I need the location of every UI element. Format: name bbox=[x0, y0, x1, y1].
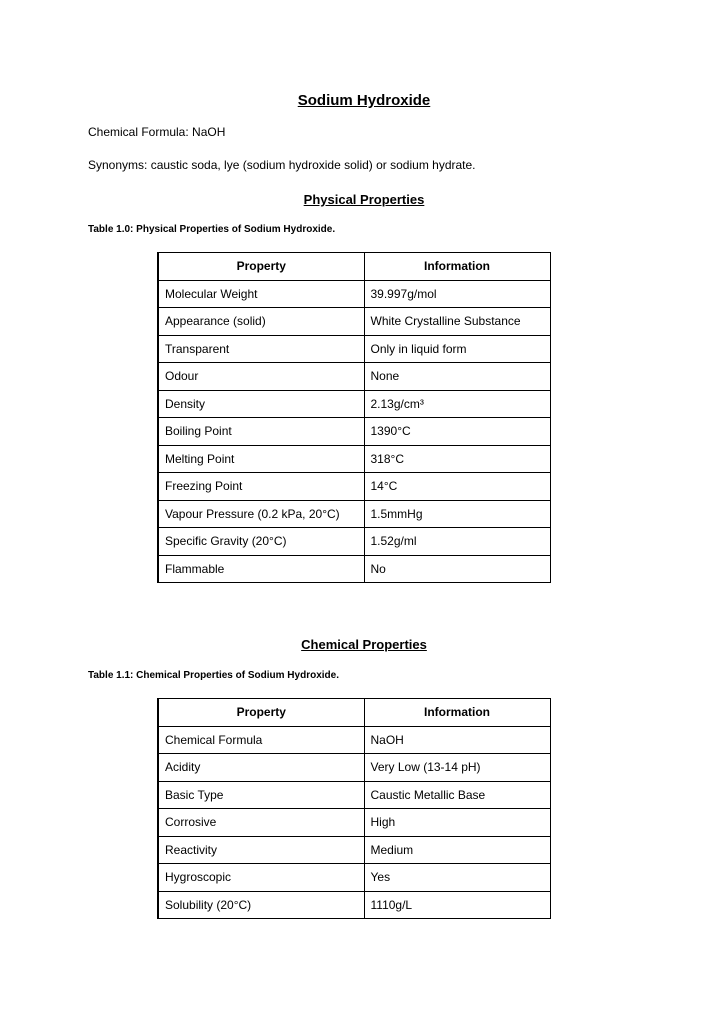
information-cell: 1.52g/ml bbox=[364, 528, 550, 556]
table-row bbox=[158, 363, 550, 391]
table-row bbox=[158, 809, 550, 837]
chemical-properties-table bbox=[157, 698, 551, 919]
property-cell: Corrosive bbox=[158, 809, 364, 837]
information-cell: Yes bbox=[364, 864, 550, 892]
table-header-row bbox=[158, 699, 550, 727]
synonyms-line: Synonyms: caustic soda, lye (sodium hydroxide solid) or sodium hydrate. bbox=[88, 158, 476, 172]
table-row bbox=[158, 555, 550, 583]
property-cell: Solubility (20°C) bbox=[158, 891, 364, 919]
property-cell: Freezing Point bbox=[158, 473, 364, 501]
information-cell: None bbox=[364, 363, 550, 391]
physical-properties-table bbox=[157, 252, 551, 583]
property-cell: Basic Type bbox=[158, 781, 364, 809]
chemical-formula-line: Chemical Formula: NaOH bbox=[88, 125, 226, 139]
property-cell: Odour bbox=[158, 363, 364, 391]
property-cell: Flammable bbox=[158, 555, 364, 583]
property-cell: Molecular Weight bbox=[158, 280, 364, 308]
table-row bbox=[158, 308, 550, 336]
table-row bbox=[158, 418, 550, 446]
property-cell: Reactivity bbox=[158, 836, 364, 864]
information-cell: Very Low (13-14 pH) bbox=[364, 754, 550, 782]
property-cell: Melting Point bbox=[158, 445, 364, 473]
property-cell: Density bbox=[158, 390, 364, 418]
information-cell: No bbox=[364, 555, 550, 583]
table-row bbox=[158, 280, 550, 308]
table-row bbox=[158, 726, 550, 754]
property-cell: Appearance (solid) bbox=[158, 308, 364, 336]
information-cell: 1.5mmHg bbox=[364, 500, 550, 528]
property-cell: Hygroscopic bbox=[158, 864, 364, 892]
information-cell: 1390°C bbox=[364, 418, 550, 446]
table-row bbox=[158, 781, 550, 809]
information-cell: Only in liquid form bbox=[364, 335, 550, 363]
property-cell: Acidity bbox=[158, 754, 364, 782]
information-cell: 318°C bbox=[364, 445, 550, 473]
table-row bbox=[158, 335, 550, 363]
property-cell: Transparent bbox=[158, 335, 364, 363]
header-information: Information bbox=[364, 253, 550, 281]
table-row bbox=[158, 473, 550, 501]
table-row bbox=[158, 891, 550, 919]
information-cell: White Crystalline Substance bbox=[364, 308, 550, 336]
table-row bbox=[158, 390, 550, 418]
header-property: Property bbox=[158, 699, 364, 727]
property-cell: Specific Gravity (20°C) bbox=[158, 528, 364, 556]
header-information: Information bbox=[364, 699, 550, 727]
table-row bbox=[158, 528, 550, 556]
chemical-properties-heading: Chemical Properties bbox=[301, 637, 427, 652]
table-row bbox=[158, 754, 550, 782]
information-cell: High bbox=[364, 809, 550, 837]
table-row bbox=[158, 500, 550, 528]
header-property: Property bbox=[158, 253, 364, 281]
physical-properties-heading: Physical Properties bbox=[303, 192, 425, 207]
chemical-table-caption: Table 1.1: Chemical Properties of Sodium Hydroxide. bbox=[88, 670, 339, 681]
information-cell: Medium bbox=[364, 836, 550, 864]
information-cell: 39.997g/mol bbox=[364, 280, 550, 308]
information-cell: NaOH bbox=[364, 726, 550, 754]
information-cell: 14°C bbox=[364, 473, 550, 501]
property-cell: Vapour Pressure (0.2 kPa, 20°C) bbox=[158, 500, 364, 528]
information-cell: 1110g/L bbox=[364, 891, 550, 919]
table-row bbox=[158, 836, 550, 864]
property-cell: Chemical Formula bbox=[158, 726, 364, 754]
information-cell: Caustic Metallic Base bbox=[364, 781, 550, 809]
physical-table-caption: Table 1.0: Physical Properties of Sodium Hydroxide. bbox=[88, 224, 336, 235]
property-cell: Boiling Point bbox=[158, 418, 364, 446]
table-row bbox=[158, 864, 550, 892]
table-row bbox=[158, 445, 550, 473]
information-cell: 2.13g/cm³ bbox=[364, 390, 550, 418]
document-title: Sodium Hydroxide bbox=[297, 92, 431, 109]
table-header-row bbox=[158, 253, 550, 281]
